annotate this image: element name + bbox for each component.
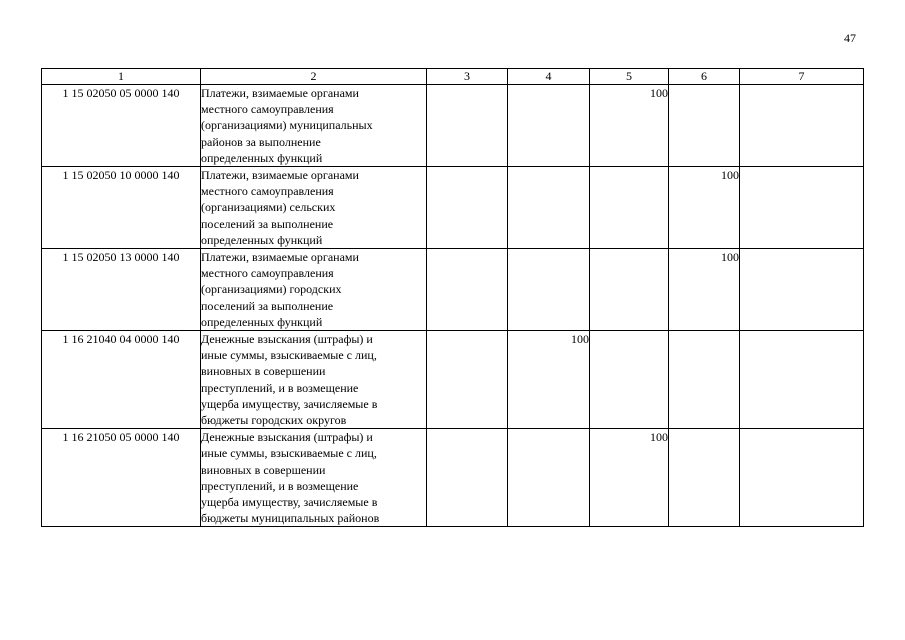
- share-cell-5: [590, 331, 669, 429]
- share-cell-5: 100: [590, 85, 669, 167]
- column-header: 7: [740, 69, 864, 85]
- share-cell-3: [427, 167, 508, 249]
- column-header: 1: [42, 69, 201, 85]
- share-cell-4: [508, 249, 590, 331]
- revenue-distribution-table: [41, 68, 864, 527]
- revenue-code-cell: 1 15 02050 13 0000 140: [42, 249, 201, 331]
- revenue-code-cell: 1 16 21050 05 0000 140: [42, 429, 201, 527]
- share-cell-3: [427, 85, 508, 167]
- share-cell-4: [508, 167, 590, 249]
- share-cell-6: [669, 85, 740, 167]
- table-row: [42, 249, 864, 331]
- revenue-name-cell: Денежные взыскания (штрафы) и иные суммы, взыскиваемые с лиц, виновных в совершении преступлений, и в возмещение ущерба имуществу, зачисляемые в бюджеты муниципальных районов: [201, 429, 427, 527]
- share-cell-7: [740, 85, 864, 167]
- share-cell-7: [740, 167, 864, 249]
- share-cell-4: [508, 85, 590, 167]
- share-cell-6: [669, 429, 740, 527]
- column-header: 2: [201, 69, 427, 85]
- revenue-name-cell: Платежи, взимаемые органами местного самоуправления (организациями) городских поселений за выполнение определенных функций: [201, 249, 427, 331]
- share-cell-7: [740, 331, 864, 429]
- table-row: [42, 429, 864, 527]
- share-cell-4: [508, 429, 590, 527]
- share-cell-7: [740, 249, 864, 331]
- revenue-code-cell: 1 15 02050 05 0000 140: [42, 85, 201, 167]
- table-header-row: [42, 69, 864, 85]
- share-cell-3: [427, 249, 508, 331]
- table-row: [42, 167, 864, 249]
- share-cell-6: 100: [669, 249, 740, 331]
- page-number: 47: [844, 31, 856, 45]
- table-row: [42, 331, 864, 429]
- share-cell-7: [740, 429, 864, 527]
- share-cell-6: [669, 331, 740, 429]
- column-header: 5: [590, 69, 669, 85]
- share-cell-4: 100: [508, 331, 590, 429]
- column-header: 4: [508, 69, 590, 85]
- revenue-code-cell: 1 16 21040 04 0000 140: [42, 331, 201, 429]
- share-cell-5: [590, 249, 669, 331]
- column-header: 6: [669, 69, 740, 85]
- revenue-name-cell: Платежи, взимаемые органами местного самоуправления (организациями) муниципальных районов за выполнение определенных функций: [201, 85, 427, 167]
- revenue-code-cell: 1 15 02050 10 0000 140: [42, 167, 201, 249]
- revenue-name-cell: Денежные взыскания (штрафы) и иные суммы, взыскиваемые с лиц, виновных в совершении преступлений, и в возмещение ущерба имуществу, зачисляемые в бюджеты городских округов: [201, 331, 427, 429]
- share-cell-3: [427, 429, 508, 527]
- share-cell-5: 100: [590, 429, 669, 527]
- revenue-name-cell: Платежи, взимаемые органами местного самоуправления (организациями) сельских поселений за выполнение определенных функций: [201, 167, 427, 249]
- share-cell-3: [427, 331, 508, 429]
- table-row: [42, 85, 864, 167]
- column-header: 3: [427, 69, 508, 85]
- share-cell-6: 100: [669, 167, 740, 249]
- share-cell-5: [590, 167, 669, 249]
